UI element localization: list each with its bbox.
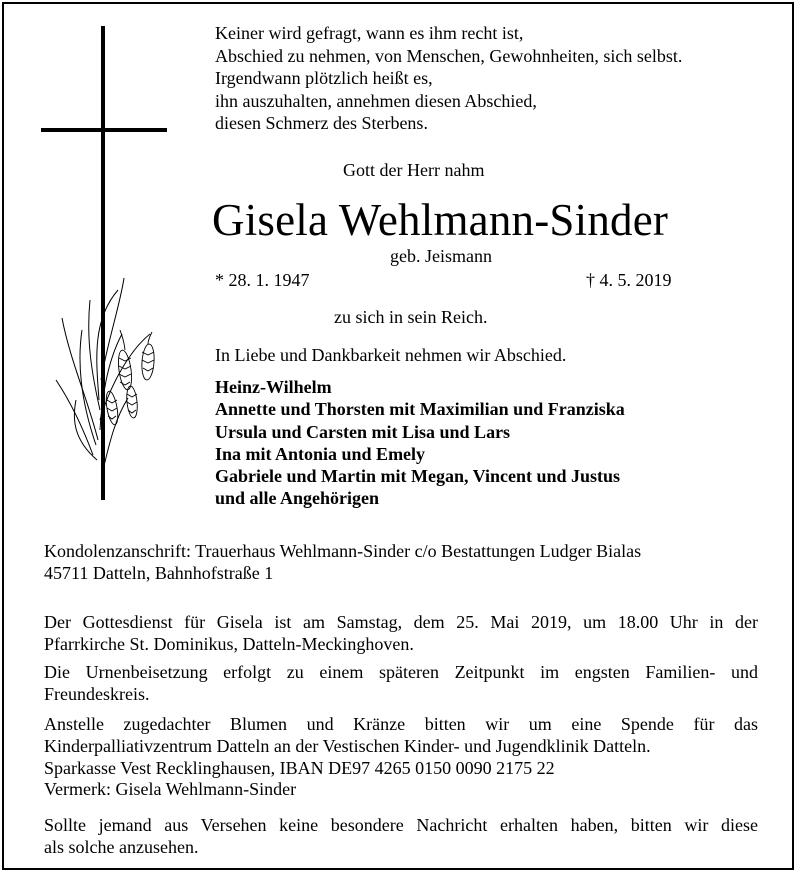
death-date: † 4. 5. 2019 (586, 270, 672, 290)
mourner-item: Gabriele und Martin mit Megan, Vincent und Justus (215, 466, 621, 487)
urn-line: Freundeskreis. (44, 683, 150, 704)
mourner-item: Annette und Thorsten mit Maximilian und Franziska (215, 399, 625, 420)
service-line: Der Gottesdienst für Gisela ist am Samstag, dem 25. Mai 2019, um 18.00 Uhr in der (44, 612, 758, 632)
farewell-line: In Liebe und Dankbarkeit nehmen wir Abschied. (215, 345, 567, 365)
deceased-name: Gisela Wehlmann-Sinder (212, 195, 669, 245)
poem-line: ihn auszuhalten, annehmen diesen Abschied, (215, 90, 537, 111)
mourner-item: und alle Angehörigen (215, 488, 380, 509)
condolence-address (44, 541, 758, 585)
mourners-list (215, 376, 625, 510)
donation-line: Anstelle zugedachter Blumen und Kränze bitten wir um eine Spende für das (44, 714, 758, 734)
donation-line: Sparkasse Vest Recklinghausen, IBAN DE97 4265 0150 0090 2175 22 (44, 757, 555, 778)
urn-info (44, 662, 758, 706)
mourner-item: Ursula und Carsten mit Lisa und Lars (215, 421, 511, 442)
realm-line: zu sich in sein Reich. (334, 307, 488, 327)
donation-line: Vermerk: Gisela Wehlmann-Sinder (44, 779, 297, 800)
service-line: Pfarrkirche St. Dominikus, Datteln-Meckinghoven. (44, 633, 414, 654)
poem-line: diesen Schmerz des Sterbens. (215, 113, 428, 134)
mourner-item: Heinz-Wilhelm (215, 377, 332, 397)
service-info (44, 612, 758, 656)
poem-line: Abschied zu nehmen, von Menschen, Gewohnheiten, sich selbst. (215, 45, 683, 66)
intro-line: Gott der Herr nahm (343, 160, 485, 180)
cross-icon (41, 26, 167, 500)
mourner-item: Ina mit Antonia und Emely (215, 443, 426, 464)
poem-line: Keiner wird gefragt, wann es ihm recht ist, (215, 23, 524, 43)
note-line: als solche anzusehen. (44, 836, 199, 857)
note-line: Sollte jemand aus Versehen keine besondere Nachricht erhalten haben, bitten wir diese (44, 815, 758, 835)
birth-date: * 28. 1. 1947 (215, 270, 310, 290)
maiden-name: geb. Jeismann (390, 246, 492, 266)
urn-line: Die Urnenbeisetzung erfolgt zu einem späteren Zeitpunkt im engsten Familien- und (44, 662, 758, 682)
poem-line: Irgendwann plötzlich heißt es, (215, 68, 433, 89)
poem (215, 22, 682, 135)
donation-info (44, 714, 758, 801)
donation-line: Kinderpalliativzentrum Datteln an der Vestischen Kinder- und Jugendklinik Datteln. (44, 735, 651, 756)
wheat-illustration (56, 278, 155, 470)
condolence-line: Kondolenzanschrift: Trauerhaus Wehlmann-Sinder c/o Bestattungen Ludger Bialas (44, 541, 642, 561)
closing-note (44, 815, 758, 859)
condolence-line: 45711 Datteln, Bahnhofstraße 1 (44, 562, 274, 583)
